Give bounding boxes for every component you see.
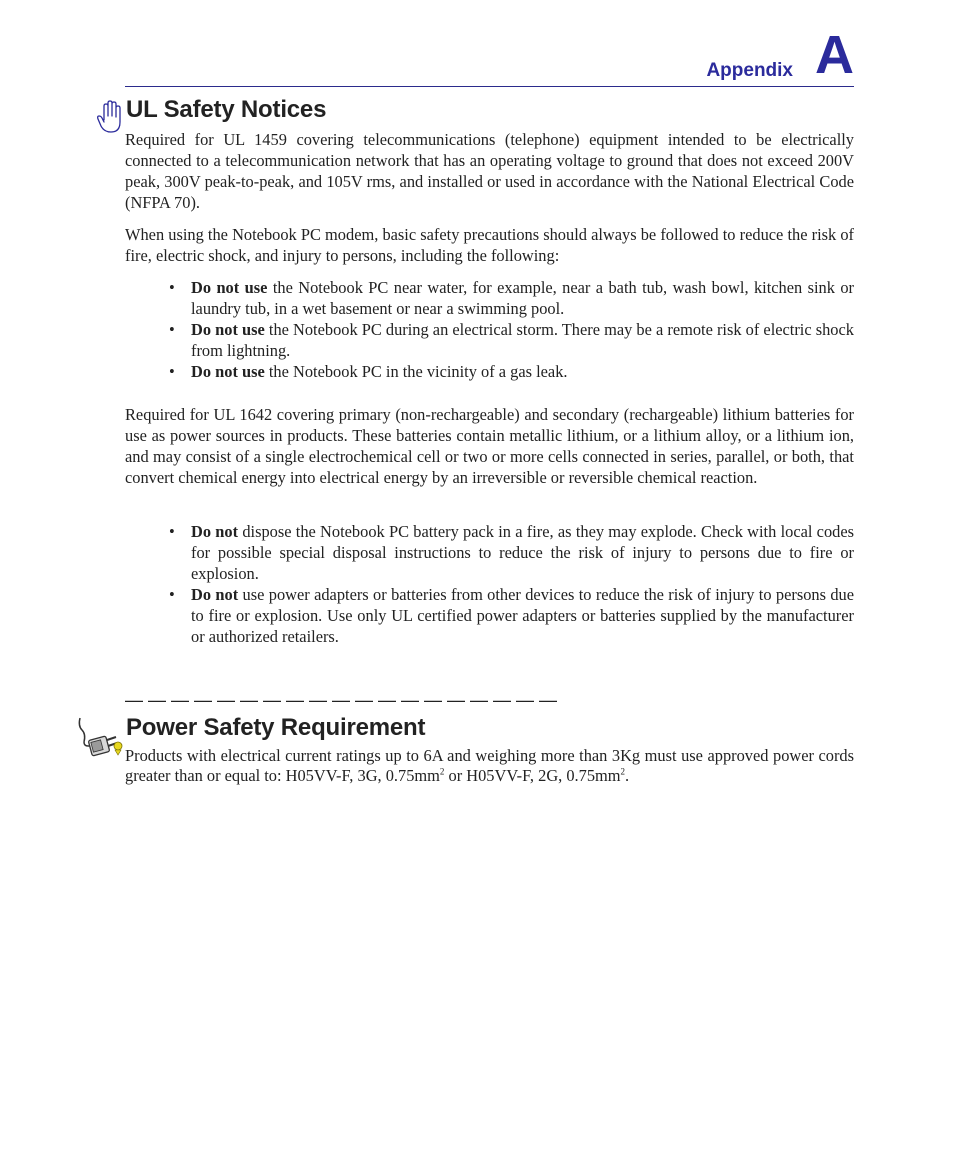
power-safety-title: Power Safety Requirement — [126, 714, 426, 741]
appendix-letter: A — [815, 25, 854, 85]
ul1459-paragraph: Required for UL 1459 covering telecommunications (telephone) equipment intended to be electrically connected to a telecommunication network that has an operating voltage to ground that does not exceed 200V peak, 300V peak-to-peak, and 105V rms, and installed or used in accordance with the National Electrical Code (NFPA 70). — [125, 130, 854, 212]
bullet-bold: Do not — [191, 522, 239, 541]
bullet-text: the Notebook PC near water, for example, near a bath tub, wash bowl, kitchen sink or laundry tub, in a wet basement or near a swimming pool. — [191, 278, 854, 318]
modem-precautions-paragraph: When using the Notebook PC modem, basic safety precautions should always be followed to reduce the risk of fire, electric shock, and injury to persons, including the following: — [125, 225, 854, 265]
bullet-bold: Do not — [191, 585, 239, 604]
battery-precautions-list — [125, 521, 854, 647]
bullet-text: the Notebook PC in the vicinity of a gas leak. — [264, 362, 568, 381]
bullet-text: the Notebook PC during an electrical storm. There may be a remote risk of electric shock from lightning. — [191, 320, 854, 360]
bullet-bold: Do not use — [191, 362, 265, 381]
power-text-b: or H05VV-F, 2G, 0.75mm — [444, 766, 621, 785]
ul-safety-title: UL Safety Notices — [126, 96, 327, 123]
list-item: • Do not use the Notebook PC in the vicinity of a gas leak. — [169, 362, 568, 381]
list-item: • Do not dispose the Notebook PC battery pack in a fire, as they may explode. Check with local codes for possible special disposal instructions to reduce the risk of injury to persons due to fire or explosion. — [169, 522, 855, 583]
list-item: • Do not use the Notebook PC during an electrical storm. There may be a remote risk of electric shock from lightning. — [169, 320, 854, 360]
superscript: 2 — [439, 766, 445, 777]
power-cord-paragraph — [125, 746, 854, 786]
bullet-bold: Do not use — [191, 320, 265, 339]
power-text-a: Products with electrical current ratings up to 6A and weighing more than 3Kg must use approved power cords greater than or equal to: H05VV-F, 3G, 0.75mm — [125, 746, 854, 785]
modem-precautions-list — [125, 277, 854, 382]
plug-icon — [76, 716, 124, 760]
list-item: • Do not use the Notebook PC near water, for example, near a bath tub, wash bowl, kitchen sink or laundry tub, in a wet basement or near a swimming pool. — [169, 278, 854, 318]
hand-icon — [96, 100, 122, 134]
ul1642-paragraph: Required for UL 1642 covering primary (non-rechargeable) and secondary (rechargeable) lithium batteries for use as power sources in products. These batteries contain metallic lithium, or a lithium alloy, or a lithium ion, and may consist of a single electrochemical cell or two or more cells connected in series, parallel, or both, that convert chemical energy into electrical energy by an irreversible or reversible chemical reaction. — [125, 405, 854, 487]
power-text-c: . — [625, 766, 630, 785]
superscript: 2 — [620, 766, 626, 777]
header-label: Appendix — [706, 60, 793, 81]
bullet-bold: Do not use — [191, 278, 268, 297]
page-header — [125, 25, 854, 87]
list-item: • Do not use power adapters or batteries from other devices to reduce the risk of injury to persons due to fire or explosion. Use only UL certified power adapters or batteries supplied by the manufacturer or authorized retailers. — [169, 585, 854, 646]
section-separator: — — — — — — — — — — — — — — — — — — — — [125, 690, 558, 710]
bullet-text: dispose the Notebook PC battery pack in a fire, as they may explode. Check with local codes for possible special disposal instructions to reduce the risk of injury to persons due to fire or explosion. — [191, 522, 855, 583]
bullet-text: use power adapters or batteries from other devices to reduce the risk of injury to persons due to fire or explosion. Use only UL certified power adapters or batteries supplied by the manufacturer or authorized retailers. — [191, 585, 854, 646]
